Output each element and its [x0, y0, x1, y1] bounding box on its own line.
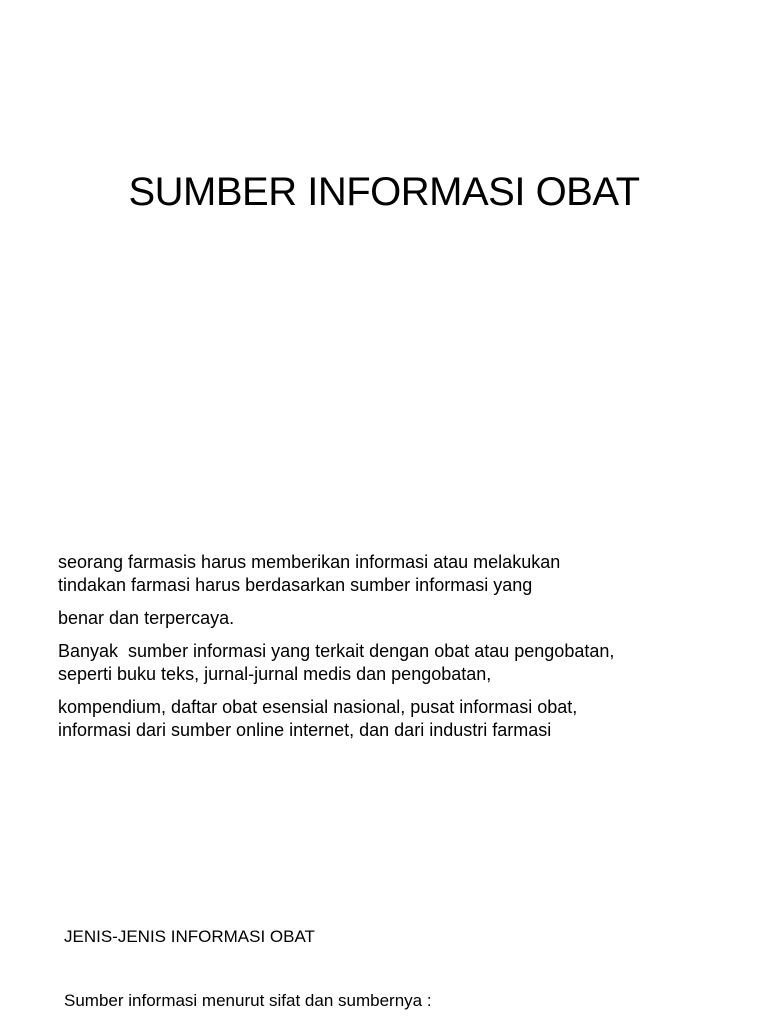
- paragraph-4: [58, 696, 748, 742]
- paragraph-1: [58, 551, 748, 597]
- paragraph-line: seperti buku teks, jurnal-jurnal medis dan pengobatan,: [58, 664, 492, 684]
- page-title: SUMBER INFORMASI OBAT: [128, 170, 640, 214]
- paragraph-line: kompendium, daftar obat esensial nasional, pusat informasi obat,: [58, 697, 578, 717]
- paragraph-3: [58, 640, 748, 686]
- paragraph-line: tindakan farmasi harus berdasarkan sumber informasi yang: [58, 575, 533, 595]
- paragraph-line: informasi dari sumber online internet, dan dari industri farmasi: [58, 720, 552, 740]
- paragraph-line: seorang farmasis harus memberikan informasi atau melakukan: [58, 552, 561, 572]
- section-heading: JENIS-JENIS INFORMASI OBAT: [64, 927, 315, 946]
- paragraph-line: benar dan terpercaya.: [58, 608, 235, 628]
- intro-text-block: [58, 551, 748, 752]
- section-subheading: Sumber informasi menurut sifat dan sumbernya :: [64, 991, 432, 1010]
- paragraph-line: Banyak sumber informasi yang terkait dengan obat atau pengobatan,: [58, 641, 615, 661]
- paragraph-2: [58, 607, 748, 630]
